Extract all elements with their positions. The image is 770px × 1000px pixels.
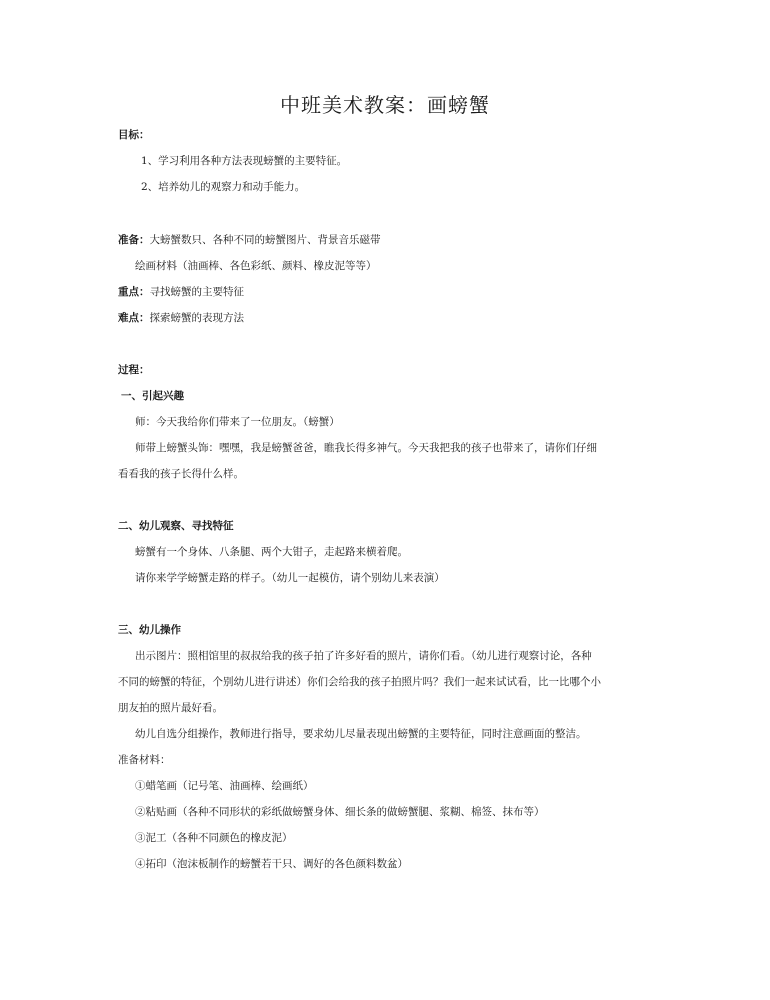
step1-heading: 一、引起兴趣 xyxy=(121,390,184,402)
key-point-line xyxy=(118,285,244,299)
prep-text: 大螃蟹数只、各种不同的螃蟹图片、背景音乐磁带 xyxy=(149,234,381,246)
step2-line-1: 螃蟹有一个身体、八条腿、两个大钳子，走起路来横着爬。 xyxy=(135,546,408,558)
step3-line-1: 出示图片：照相馆里的叔叔给我的孩子拍了许多好看的照片，请你们看。（幼儿进行观察讨论，各种 xyxy=(135,650,592,662)
goal-item-1: 1、学习利用各种方法表现螃蟹的主要特征。 xyxy=(141,155,348,167)
step2-heading: 二、幼儿观察、寻找特征 xyxy=(118,520,234,532)
key-point-label: 重点： xyxy=(118,286,150,298)
step1-line-1: 师：今天我给你们带来了一位朋友。（螃蟹） xyxy=(135,416,340,428)
step3-line-3: 朋友拍的照片最好看。 xyxy=(118,702,223,714)
material-item-2: ②粘贴画（各种不同形状的彩纸做螃蟹身体、细长条的做螃蟹腿、浆糊、棉签、抹布等） xyxy=(135,806,545,818)
difficulty-text: 探索螃蟹的表现方法 xyxy=(149,312,244,324)
materials-label: 准备材料： xyxy=(118,754,171,766)
goals-label: 目标： xyxy=(118,129,150,141)
goal-item-2: 2、培养幼儿的观察力和动手能力。 xyxy=(141,181,306,193)
key-point-text: 寻找螃蟹的主要特征 xyxy=(149,286,244,298)
step2-line-2: 请你来学学螃蟹走路的样子。（幼儿一起模仿，请个别幼儿来表演） xyxy=(135,572,445,584)
step1-line-2: 师带上螃蟹头饰：嘿嘿，我是螃蟹爸爸，瞧我长得多神气。今天我把我的孩子也带来了，请你们仔细 xyxy=(135,442,597,454)
prep-text-2: 绘画材料（油画棒、各色彩纸、颜料、橡皮泥等等） xyxy=(135,260,377,272)
step3-line-4: 幼儿自选分组操作，教师进行指导，要求幼儿尽量表现出螃蟹的主要特征，同时注意画面的整洁。 xyxy=(135,728,587,740)
document-title: 中班美术教案：画螃蟹 xyxy=(280,93,490,117)
step1-line-3: 看看我的孩子长得什么样。 xyxy=(118,468,244,480)
material-item-1: ①蜡笔画（记号笔、油画棒、绘画纸） xyxy=(135,780,314,792)
prep-label: 准备： xyxy=(118,234,150,246)
step3-line-2: 不同的螃蟹的特征，个别幼儿进行讲述）你们会给我的孩子拍照片吗？我们一起来试试看，比一比哪个小 xyxy=(118,676,601,688)
material-item-3: ③泥工（各种不同颜色的橡皮泥） xyxy=(135,832,293,844)
material-item-4: ④拓印（泡沫板制作的螃蟹若干只、调好的各色颜料数盆） xyxy=(135,858,408,870)
process-label: 过程： xyxy=(118,364,150,376)
step3-heading: 三、幼儿操作 xyxy=(118,624,181,636)
difficulty-line xyxy=(118,311,244,325)
prep-line xyxy=(118,233,381,247)
difficulty-label: 难点： xyxy=(118,312,150,324)
